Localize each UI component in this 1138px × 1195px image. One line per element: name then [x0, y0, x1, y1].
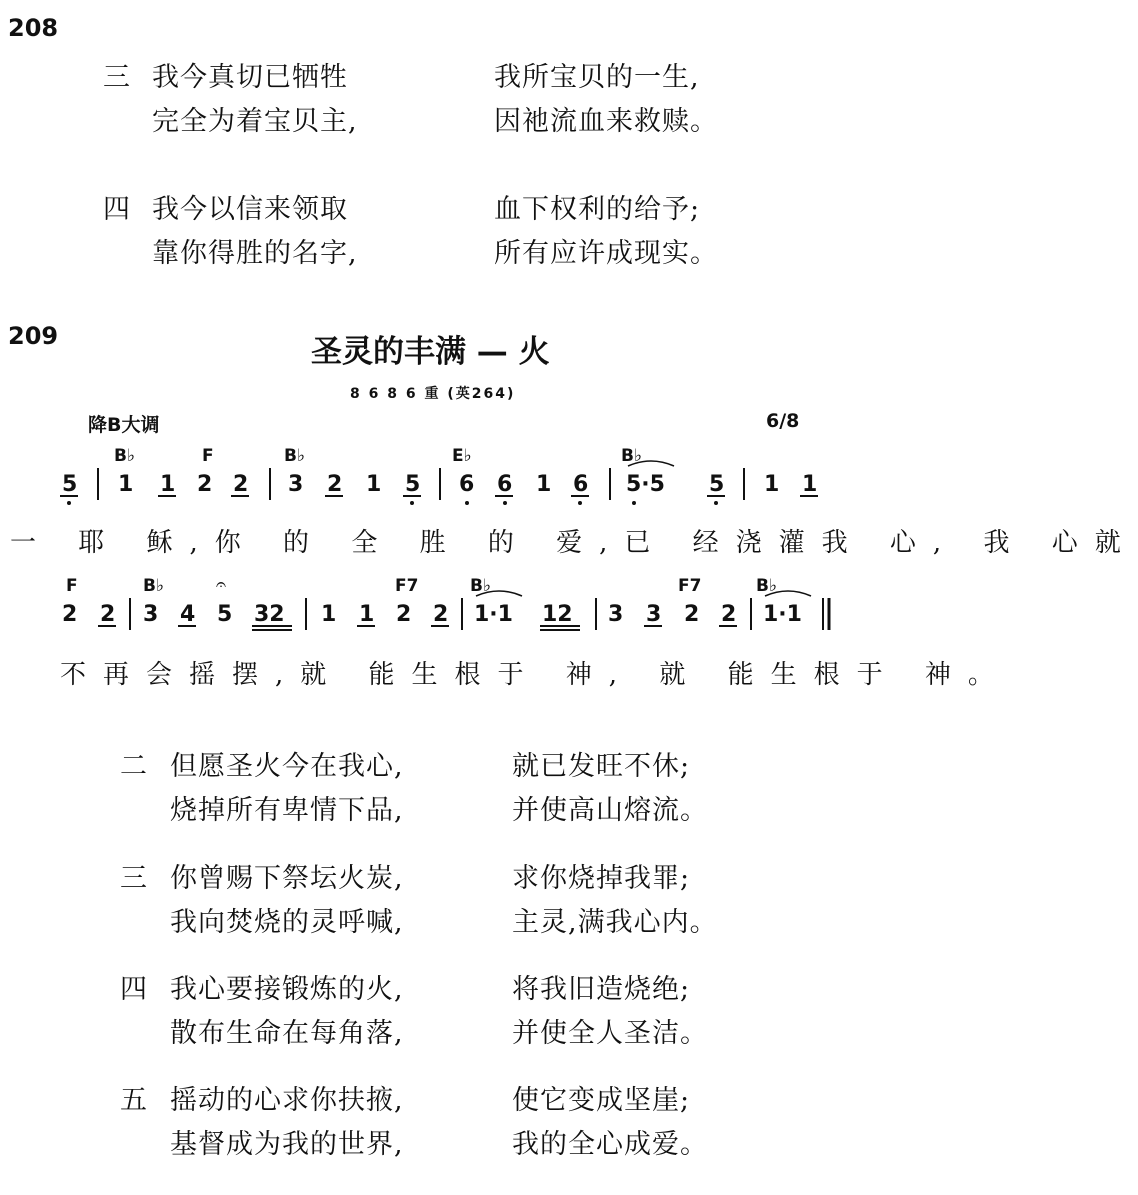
chord: B♭: [470, 576, 491, 596]
verse-number: 四: [120, 974, 148, 1005]
verse-line: 烧掉所有卑情下品,: [170, 795, 404, 826]
verse-number: 三: [120, 863, 148, 894]
chord: B♭: [284, 446, 305, 466]
note: 1: [118, 472, 134, 497]
note: 2: [100, 602, 116, 627]
verse-number: 二: [120, 751, 148, 782]
hymn-number-208: 208: [8, 14, 59, 42]
note: 5: [405, 472, 421, 497]
title-text: 圣灵的丰满: [311, 334, 466, 370]
verse-line: 并使高山熔流。: [512, 795, 708, 826]
verse-number: 三: [103, 62, 131, 93]
chord: F7: [678, 576, 702, 596]
chord: F: [66, 576, 78, 596]
verse-line: 散布生命在每角落,: [170, 1018, 404, 1049]
title-suffix: — 火: [476, 334, 550, 370]
verse-line: 靠你得胜的名字,: [152, 238, 358, 269]
hymn-number-209: 209: [8, 322, 59, 350]
lyrics-line-2: 不再会摇摆,就 能生根于 神, 就 能生根于 神。: [60, 660, 1011, 690]
verse-line: 因祂流血来救赎。: [494, 106, 718, 137]
note: 3: [143, 602, 159, 627]
notation-staff-1: [0, 460, 885, 510]
note: 1·1: [763, 602, 802, 627]
note: 6: [573, 472, 589, 497]
note: 2: [197, 472, 213, 497]
chord: B♭: [621, 446, 642, 466]
note: 32: [254, 602, 285, 627]
verse-line: 我所宝贝的一生,: [494, 62, 700, 93]
verse-line: 完全为着宝贝主,: [152, 106, 358, 137]
verse-line: 但愿圣火今在我心,: [170, 751, 404, 782]
note: 1·1: [474, 602, 513, 627]
verse-line: 我今以信来领取: [152, 194, 348, 225]
note: 6: [497, 472, 513, 497]
chord: E♭: [452, 446, 472, 466]
hymn-title: [311, 326, 550, 371]
verse-line: 并使全人圣洁。: [512, 1018, 708, 1049]
verse-number: 四: [103, 194, 131, 225]
chord: F: [202, 446, 214, 466]
note: 1: [160, 472, 176, 497]
note: 1: [321, 602, 337, 627]
chord: F7: [395, 576, 419, 596]
verse-line: 将我旧造烧绝;: [512, 974, 691, 1005]
note: 1: [802, 472, 818, 497]
verse-line: 我今真切已牺牲: [152, 62, 348, 93]
note: 5: [217, 602, 233, 627]
note: 2: [396, 602, 412, 627]
chord: B♭: [756, 576, 777, 596]
lyrics-line-1: 一 耶 稣,你 的 全 胜 的 爱,已 经浇灌我 心, 我 心就: [10, 528, 1138, 558]
note: 1: [366, 472, 382, 497]
note: 2: [233, 472, 249, 497]
verse-number: 五: [120, 1085, 148, 1116]
verse-line: 所有应许成现实。: [494, 238, 718, 269]
note: 5·5: [626, 472, 665, 497]
note: 3: [608, 602, 624, 627]
verse-line: 我心要接锻炼的火,: [170, 974, 404, 1005]
note: 3: [288, 472, 304, 497]
verse-line: 就已发旺不休;: [512, 751, 691, 782]
verse-line: 主灵,满我心内。: [512, 907, 718, 938]
meter-label: 8 6 8 6 重 (英264): [350, 386, 516, 402]
note: 4: [180, 602, 196, 627]
verse-line: 我向焚烧的灵呼喊,: [170, 907, 404, 938]
verse-line: 我的全心成爱。: [512, 1129, 708, 1160]
note: 2: [721, 602, 737, 627]
verse-line: 基督成为我的世界,: [170, 1129, 404, 1160]
chord: B♭: [143, 576, 164, 596]
fermata-icon: 𝄐: [216, 574, 227, 595]
note: 3: [646, 602, 662, 627]
key-signature: 降B大调: [88, 414, 160, 436]
note: 1: [359, 602, 375, 627]
note: 2: [327, 472, 343, 497]
note: 2: [62, 602, 78, 627]
note: 2: [433, 602, 449, 627]
notation-staff-2: [0, 592, 885, 642]
verse-line: 使它变成坚崖;: [512, 1085, 691, 1116]
note: 5: [709, 472, 725, 497]
note: 5: [62, 472, 78, 497]
verse-line: 摇动的心求你扶掖,: [170, 1085, 404, 1116]
time-signature: 6/8: [766, 410, 800, 432]
note: 1: [764, 472, 780, 497]
verse-line: 你曾赐下祭坛火炭,: [170, 863, 404, 894]
verse-line: 血下权利的给予;: [494, 194, 701, 225]
chord: B♭: [114, 446, 135, 466]
note: 1: [536, 472, 552, 497]
note: 6: [459, 472, 475, 497]
note: 12: [542, 602, 573, 627]
note: 2: [684, 602, 700, 627]
verse-line: 求你烧掉我罪;: [512, 863, 691, 894]
